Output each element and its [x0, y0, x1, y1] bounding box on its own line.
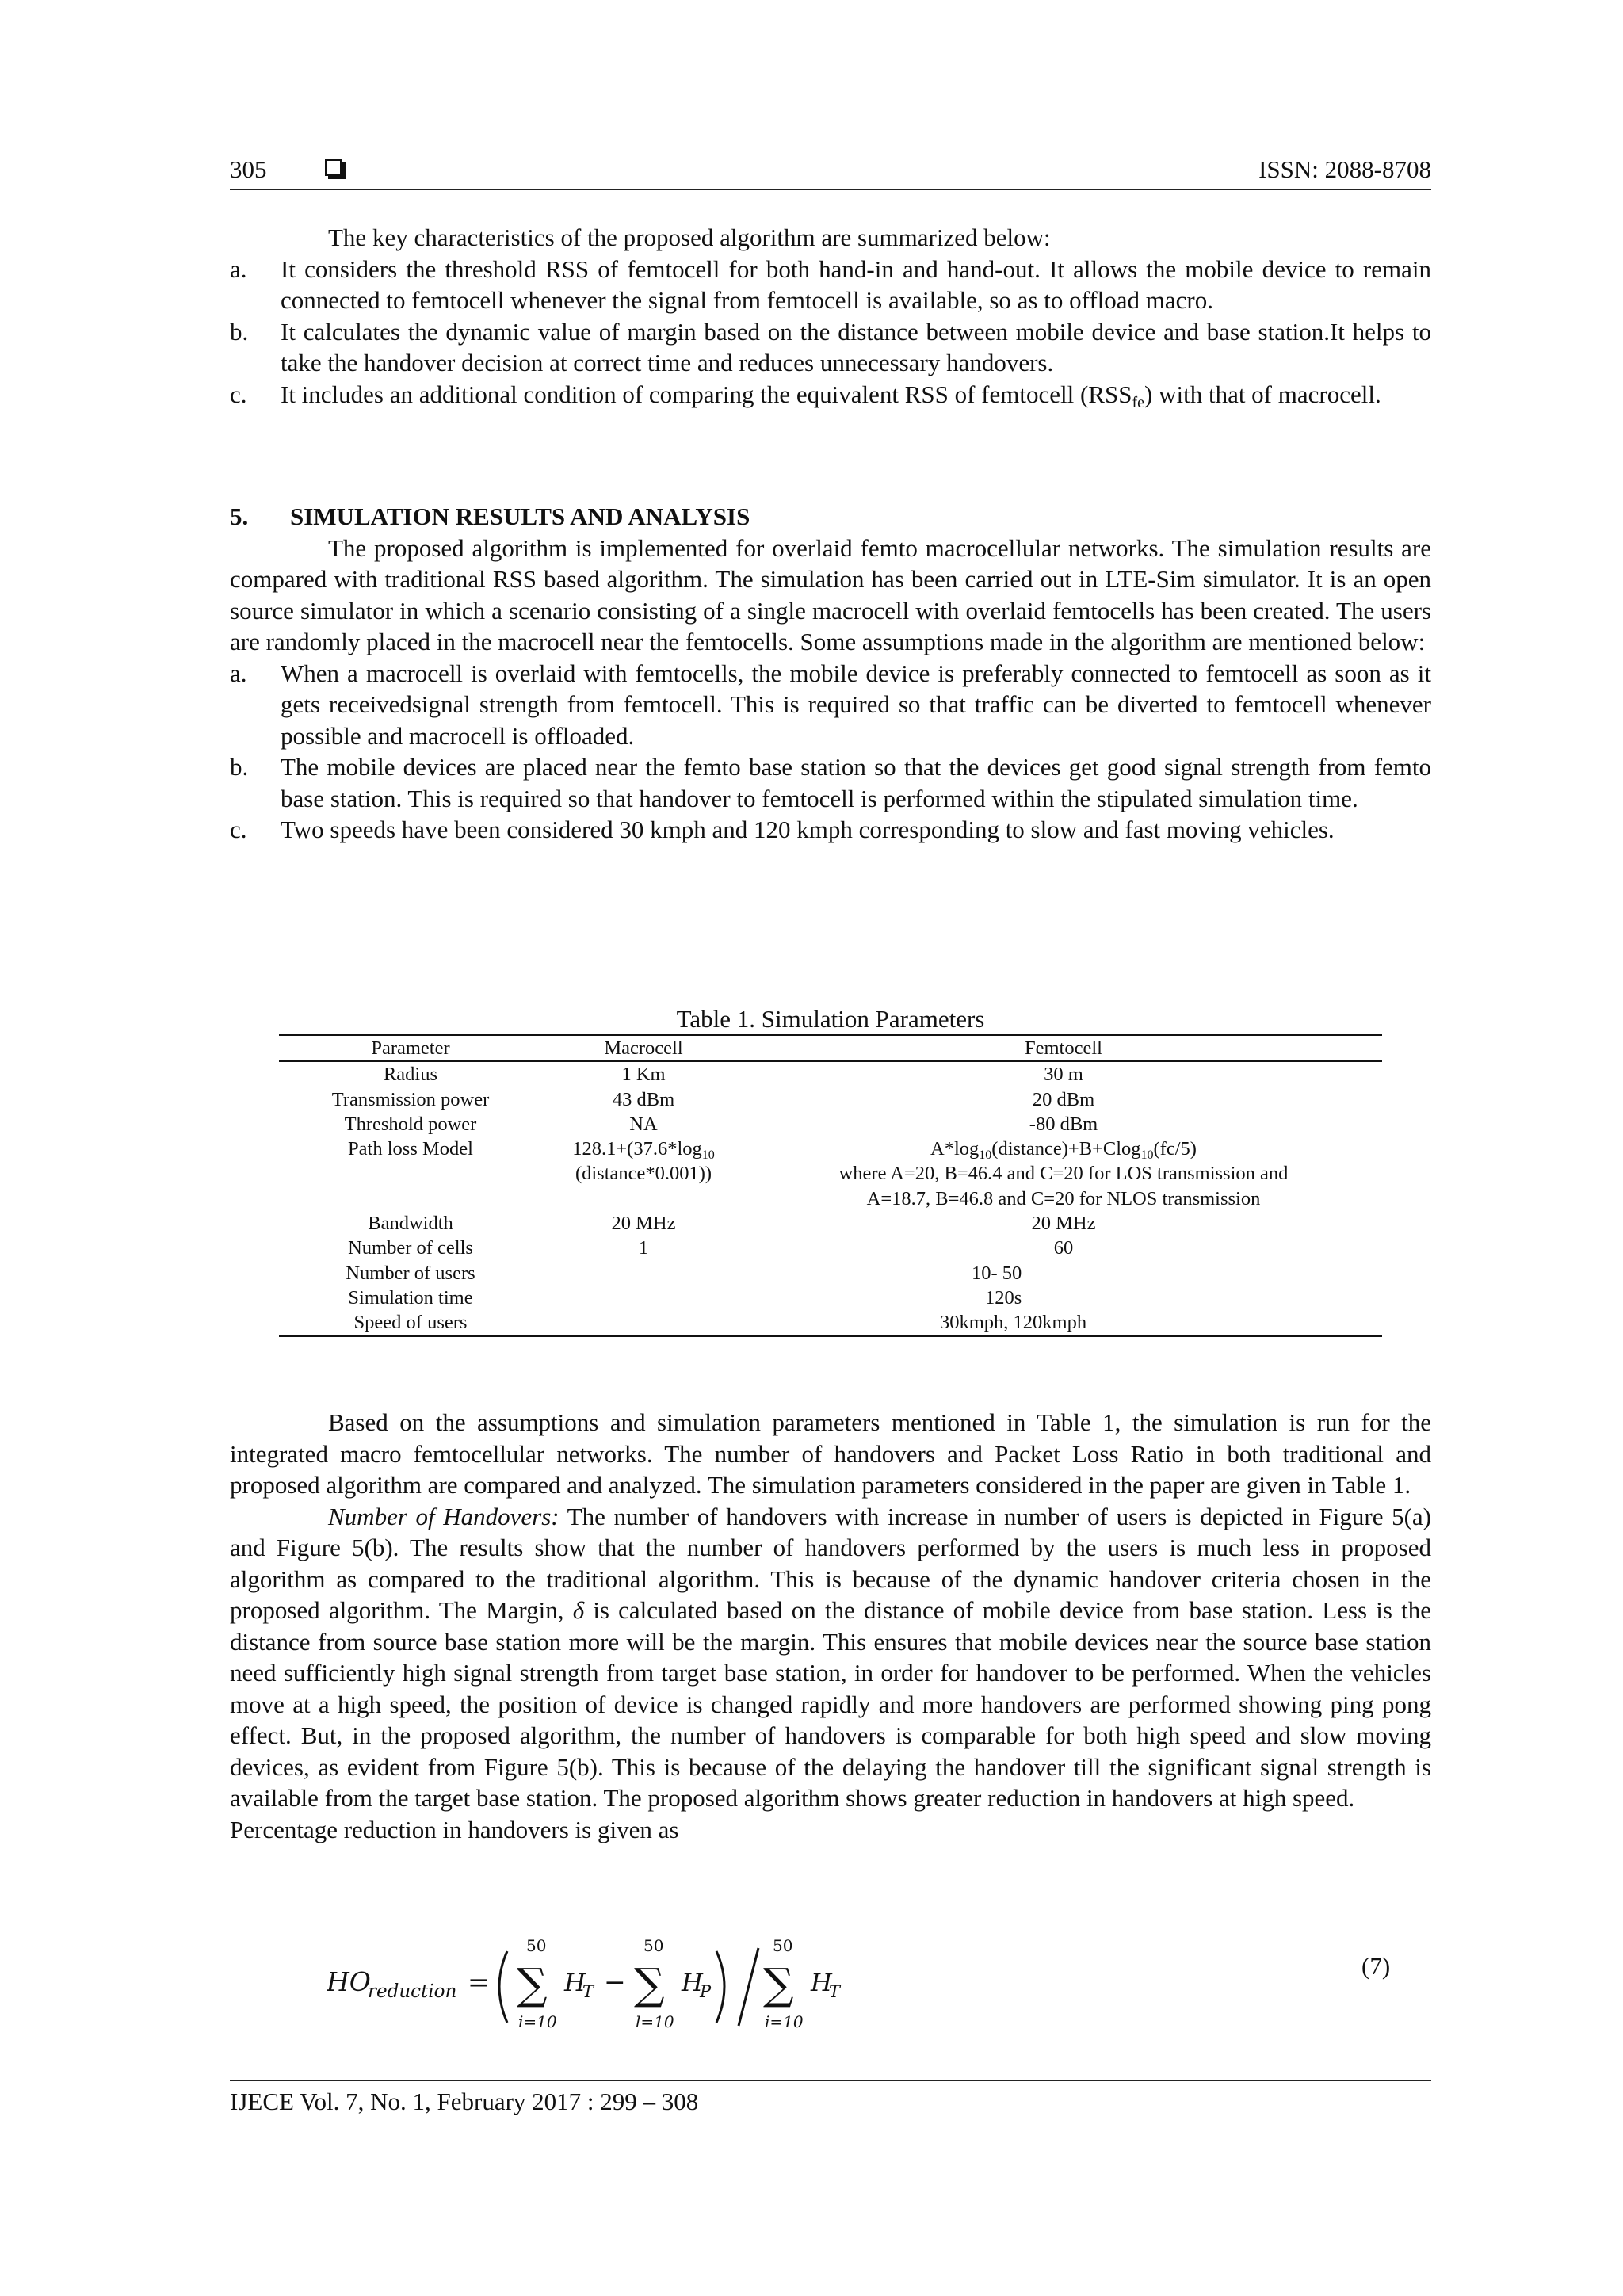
sum3-lower: i=10 [765, 2012, 804, 2031]
assumptions-list [230, 658, 1431, 846]
delta-symbol: δ [572, 1596, 585, 1624]
table-cell: Number of cells [348, 1237, 473, 1259]
pathloss-formula [745, 1137, 1382, 1161]
section-title: SIMULATION RESULTS AND ANALYSIS [290, 502, 750, 530]
table-row [279, 1061, 1382, 1087]
list-item [230, 316, 1431, 379]
table-cell: NA [629, 1113, 658, 1135]
pathloss-nlos: A=18.7, B=46.8 and C=20 for NLOS transmission [866, 1187, 1261, 1209]
eq-ht-2-sub: T [829, 1982, 841, 2001]
subscript: 10 [979, 1148, 992, 1163]
list-item-text: Two speeds have been considered 30 kmph and 120 kmph corresponding to slow and fast moving vehicles. [281, 816, 1335, 843]
characteristics-list [230, 254, 1431, 411]
equation-7 [327, 1934, 881, 2044]
table-cell: 60 [1053, 1237, 1074, 1259]
intro-block [230, 222, 1431, 410]
eq-minus: − [604, 1966, 626, 1997]
table-row [279, 1310, 1382, 1335]
issn-label: ISSN: 2088-8708 [1258, 155, 1431, 183]
list-marker: a. [230, 659, 247, 687]
header-rule [230, 189, 1431, 190]
table-cell: 43 dBm [612, 1088, 675, 1110]
sum2-lower: l=10 [636, 2012, 674, 2031]
text-fragment: A*log [930, 1138, 980, 1160]
text-fragment: (fc/5) [1153, 1138, 1197, 1160]
list-item [230, 658, 1431, 752]
column-header-femtocell: Femtocell [1025, 1037, 1102, 1059]
table-cell: 20 dBm [1032, 1088, 1095, 1110]
eq-hp-sub: P [700, 1982, 712, 2001]
eq-ht: H [564, 1969, 586, 1997]
handovers-heading: Number of Handovers: [328, 1502, 559, 1530]
list-item [230, 379, 1431, 411]
table-row [279, 1286, 1382, 1310]
column-header-parameter: Parameter [371, 1037, 450, 1059]
list-marker: b. [230, 317, 249, 346]
list-marker: b. [230, 753, 249, 781]
table-cell [745, 1137, 1382, 1211]
list-item-text [281, 380, 1381, 411]
table-cell: Transmission power [331, 1088, 490, 1110]
list-marker: c. [230, 380, 247, 408]
table-cell: -80 dBm [1029, 1113, 1098, 1135]
list-marker: a. [230, 254, 247, 283]
page-number: 305 [230, 155, 267, 183]
text-fragment: is calculated based on the distance of mobile device from base station. Less is the distance from source base station more will be the margin. This ensures that mobile devices near the source base station need sufficiently high signal strength from target base station, in order for handover to be performed. When the vehicles move at a high speed, the position of device is changed rapidly and more handovers are performed showing ping pong effect. But, in the proposed algorithm, the number of handovers is comparable for both high speed and slow moving devices, as evident from Figure 5(b). This is because of the delaying the handover till the significant signal strength is available from the target base station. The proposed algorithm shows greater reduction in handovers at high speed. [230, 1596, 1432, 1812]
list-item-text: It calculates the dynamic value of margin based on the distance between mobile device and base station.It helps to take the handover decision at correct time and reduces unnecessary handovers. [281, 317, 1431, 376]
sum2-upper: 50 [643, 1936, 664, 1955]
table-row [279, 1261, 1382, 1286]
right-paren [716, 1951, 724, 2023]
table-row [279, 1087, 1382, 1112]
table-header-row [279, 1035, 1382, 1061]
list-item [230, 814, 1431, 846]
left-paren [499, 1951, 507, 2023]
list-marker: c. [230, 816, 247, 843]
table-row [279, 1137, 1382, 1211]
footer-rule [230, 2080, 1431, 2081]
handovers-paragraph [230, 1501, 1431, 1814]
square-bullet-icon [325, 159, 342, 176]
sum1-lower: i=10 [518, 2012, 557, 2031]
eq-lhs: HO [327, 1966, 371, 1997]
equation-number: (7) [1361, 1952, 1391, 1980]
table-cell: 30kmph, 120kmph [940, 1312, 1087, 1334]
sum1-sigma: ∑ [517, 1959, 548, 2009]
list-item-text: It considers the threshold RSS of femtocell for both hand-in and hand-out. It allows the mobile device to remain connected to femtocell whenever the signal from femtocell is available, so as to offload macro. [281, 254, 1431, 314]
division-slash [739, 1948, 758, 2026]
results-paragraph: Based on the assumptions and simulation parameters mentioned in Table 1, the simulation is run for the integrated macro femtocellular networks. The number of handovers and Packet Loss Ratio in both traditional and proposed algorithm are compared and analyzed. The simulation parameters considered in the paper are given in Table 1. [230, 1408, 1431, 1499]
table-cell: Path loss Model [348, 1138, 473, 1160]
eq-hp: H [682, 1969, 704, 1997]
list-item-text: When a macrocell is overlaid with femtocells, the mobile device is preferably connected to femtocell as soon as it gets receivedsignal strength from femtocell. This is required so that traffic can be diverted to femtocell whenever possible and macrocell is offloaded. [281, 659, 1431, 750]
sum1-upper: 50 [526, 1936, 547, 1955]
subscript: 10 [1140, 1148, 1154, 1163]
text-fragment: It includes an additional condition of comparing the equivalent RSS of femtocell (RSS [281, 380, 1132, 408]
table-cell: 1 [638, 1237, 649, 1259]
eq-ht-2: H [811, 1969, 833, 1997]
pathloss-los: where A=20, B=46.4 and C=20 for LOS transmission and [838, 1163, 1289, 1185]
text-fragment: 128.1+(37.6*log [572, 1138, 702, 1160]
table-cell: 10- 50 [972, 1262, 1022, 1284]
subscript: fe [1132, 393, 1145, 411]
text-fragment: The number of handovers with increase in number of users is depicted in Figure 5(a) and Figure 5(b). The results show that the number of handovers performed by the users is much less in proposed algorithm as compared to the traditional algorithm. This is because of the dynamic handover criteria chosen in the proposed algorithm. The Margin, [230, 1502, 1432, 1624]
table-cell: Simulation time [348, 1286, 473, 1308]
table-cell: Radius [383, 1064, 438, 1086]
text-fragment: ) with that of macrocell. [1144, 380, 1381, 408]
list-item-text: The mobile devices are placed near the femto base station so that the devices get good signal strength from femto base station. This is required so that handover to femtocell is performed within the stipulated simulation time. [281, 753, 1431, 812]
table-cell: 20 MHz [611, 1213, 676, 1235]
table-cell: 30 m [1044, 1064, 1083, 1086]
table-cell: 1 Km [621, 1064, 666, 1086]
section-paragraph: The proposed algorithm is implemented for overlaid femto macrocellular networks. The simulation results are compared with traditional RSS based algorithm. The simulation has been carried out in LTE-Sim simulator. It is an open source simulator in which a scenario consisting of a single macrocell with overlaid femtocells has been created. The users are randomly placed in the macrocell near the femtocells. Some assumptions made in the algorithm are mentioned below: [230, 533, 1431, 655]
sum3-sigma: ∑ [763, 1959, 794, 2009]
text-fragment: (distance*0.001)) [575, 1163, 712, 1185]
table-caption: Table 1. Simulation Parameters [676, 1005, 985, 1033]
results-block [230, 1407, 1431, 1845]
table-cell: 20 MHz [1031, 1213, 1096, 1235]
eq-ht-sub: T [582, 1982, 594, 2001]
section-heading [230, 501, 1431, 533]
table-cell [542, 1137, 745, 1211]
eq-lhs-sub: reduction [368, 1981, 457, 2002]
column-header-macrocell: Macrocell [604, 1037, 683, 1059]
percentage-line: Percentage reduction in handovers is given as [230, 1815, 679, 1843]
table-cell: 120s [985, 1286, 1022, 1308]
section-number: 5. [230, 502, 249, 530]
table-cell: Threshold power [344, 1113, 477, 1135]
sum3-upper: 50 [773, 1936, 793, 1955]
equation-graphic [327, 1934, 881, 2037]
table-cell: Speed of users [353, 1312, 468, 1334]
footer-citation: IJECE Vol. 7, No. 1, February 2017 : 299 – 308 [230, 2088, 699, 2115]
eq-equals: = [468, 1966, 490, 1997]
section-5 [230, 501, 1431, 846]
table-cell: Number of users [346, 1262, 475, 1284]
table-row [279, 1236, 1382, 1260]
table-cell: Bandwidth [368, 1213, 453, 1235]
intro-lead: The key characteristics of the proposed algorithm are summarized below: [328, 223, 1051, 251]
simulation-parameters-table [279, 1034, 1382, 1337]
sum2-sigma: ∑ [634, 1959, 665, 2009]
list-item [230, 751, 1431, 814]
table-row [279, 1211, 1382, 1236]
subscript: 10 [701, 1148, 715, 1163]
list-item [230, 254, 1431, 316]
text-fragment: (distance)+B+Clog [991, 1138, 1141, 1160]
table-row [279, 1112, 1382, 1137]
